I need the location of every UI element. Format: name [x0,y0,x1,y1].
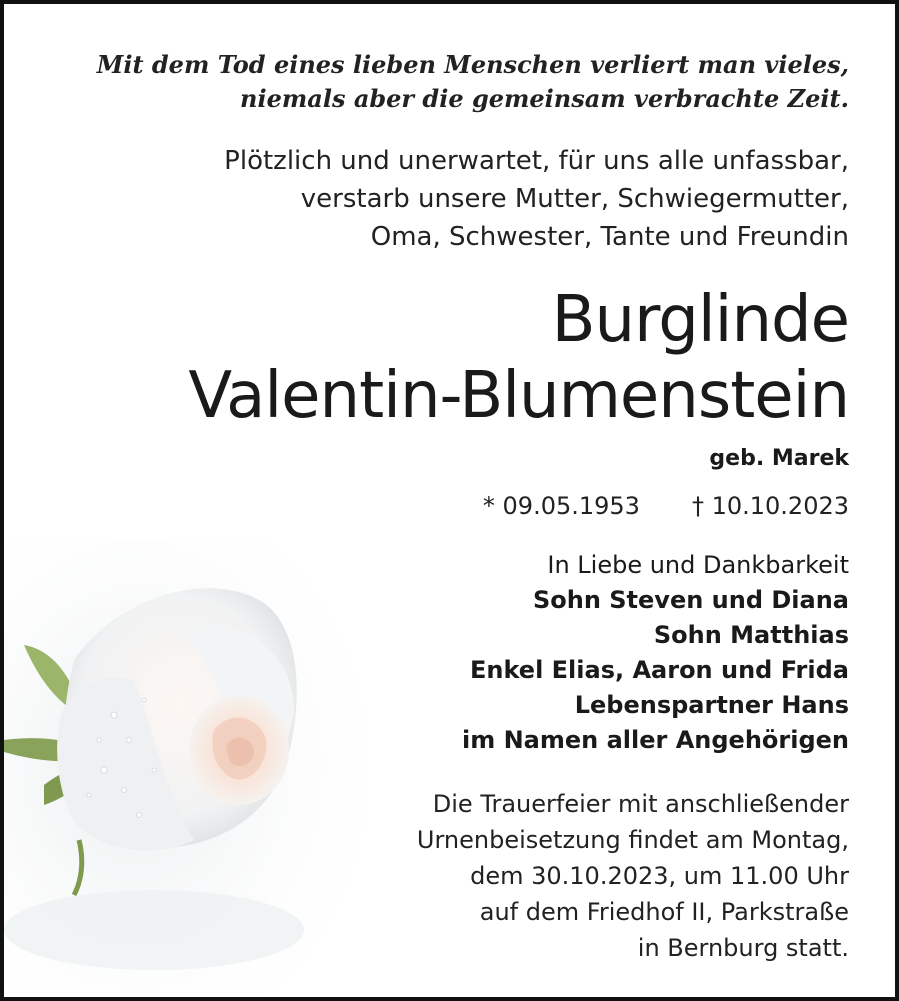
mourner-name: Sohn Steven und Diana [532,586,849,614]
mourner-name: im Namen aller Angehörigen [461,726,849,754]
intro-line: verstarb unsere Mutter, Schwiegermutter, [300,184,849,214]
intro-line: Oma, Schwester, Tante und Freundin [370,222,849,252]
life-dates [483,488,849,524]
mourner-name: Sohn Matthias [653,621,849,649]
funeral-service-info [417,786,849,966]
mourners-block [462,548,849,758]
mourner-name: Lebenspartner Hans [574,691,849,719]
service-line: Urnenbeisetzung findet am Montag, [416,826,849,854]
mourner-name: Enkel Elias, Aaron und Frida [470,656,849,684]
mourners-intro: In Liebe und Dankbarkeit [547,551,849,579]
service-line: Die Trauerfeier mit anschließender [432,790,849,818]
intro-line: Plötzlich und unerwartet, für uns alle unfassbar, [224,146,849,176]
service-line: dem 30.10.2023, um 11.00 Uhr [470,862,849,890]
motto-line: Mit dem Tod eines lieben Menschen verliert man vieles, [96,50,849,79]
birth-name: geb. Marek [709,446,849,471]
death-announcement-intro [224,142,849,256]
first-name: Burglinde [551,283,849,357]
service-line: in Bernburg statt. [637,934,849,962]
death-date: † 10.10.2023 [691,492,849,520]
last-name: Valentin-Blumenstein [188,359,849,433]
deceased-name [188,282,849,434]
white-rose-image [4,540,384,993]
service-line: auf dem Friedhof II, Parkstraße [479,898,849,926]
motto-quote [97,48,849,116]
birth-date: * 09.05.1953 [482,492,640,520]
motto-line: niemals aber die gemeinsam verbrachte Zeit. [240,84,849,113]
